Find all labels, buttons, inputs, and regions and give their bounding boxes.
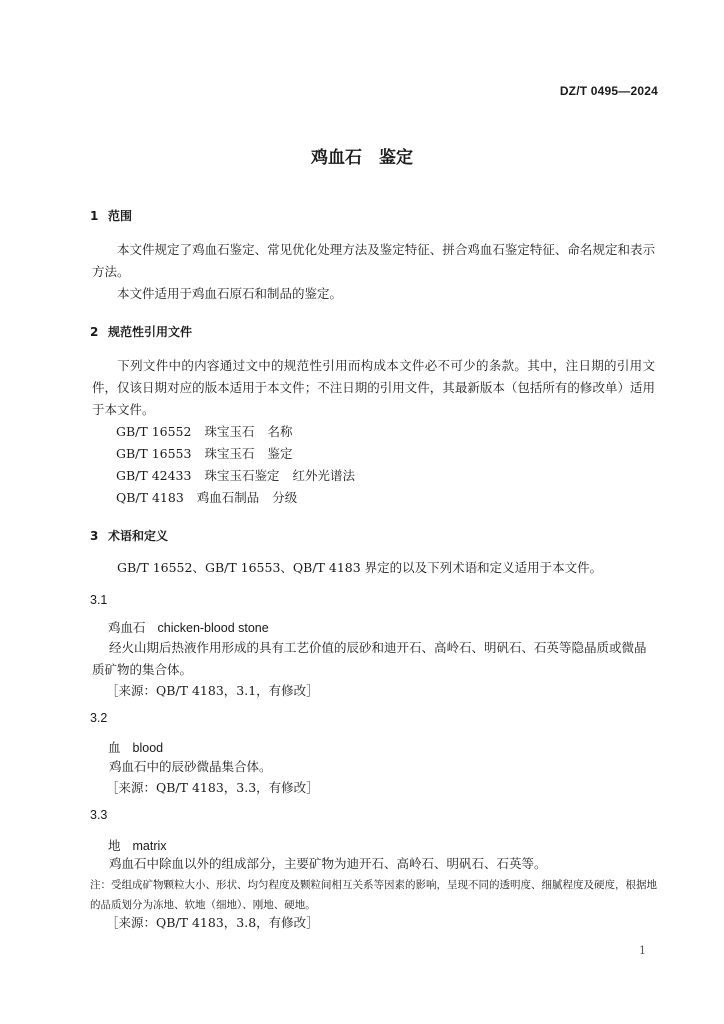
reference-item: GB/T 42433 珠宝玉石鉴定 红外光谱法 [116, 468, 355, 483]
term-source: ［来源：QB/T 4183，3.8，有修改］ [106, 915, 319, 930]
section-1-paragraph-2: 本文件适用于鸡血石原石和制品的鉴定。 [117, 286, 343, 301]
section-3-heading [90, 527, 168, 544]
reference-item: GB/T 16553 珠宝玉石 鉴定 [116, 446, 293, 461]
section-title: 术语和定义 [108, 529, 169, 543]
term-number: 3.3 [90, 808, 108, 822]
section-1-paragraph-1: 本文件规定了鸡血石鉴定、常见优化处理方法及鉴定特征、拼合鸡血石鉴定特征、命名规定和表示方法。 [92, 242, 655, 279]
term-en: chicken-blood stone [157, 621, 269, 635]
term-note: 注：受组成矿物颗粒大小、形状、均匀程度及颗粒间相互关系等因素的影响，呈现不同的透明度、细腻程度及硬度，根据地的品质划分为冻地、软地（细地）、刚地、硬地。 [90, 879, 657, 911]
term-definition: 经火山期后热液作用形成的具有工艺价值的辰砂和迪开石、高岭石、明矾石、石英等隐晶质或微晶质矿物的集合体。 [92, 640, 647, 677]
term-definition: 鸡血石中除血以外的组成部分，主要矿物为迪开石、高岭石、明矾石、石英等。 [109, 856, 547, 871]
term-zh: 鸡血石 [108, 620, 146, 635]
term-zh: 血 [108, 740, 121, 755]
term-heading [108, 618, 269, 636]
term-heading [108, 738, 163, 756]
term-zh: 地 [108, 838, 121, 853]
term-heading [108, 836, 167, 854]
term-en: matrix [132, 839, 167, 853]
term-definition: 鸡血石中的辰砂微晶集合体。 [109, 759, 272, 774]
reference-item: QB/T 4183 鸡血石制品 分级 [116, 490, 298, 505]
section-2-paragraph-1: 下列文件中的内容通过文中的规范性引用而构成本文件必不可少的条款。其中，注日期的引用文件，仅该日期对应的版本适用于本文件；不注日期的引用文件，其最新版本（包括所有的修改单）适用于本文件。 [92, 358, 655, 417]
section-title: 规范性引用文件 [108, 325, 193, 339]
term-number: 3.2 [90, 711, 108, 725]
term-number: 3.1 [90, 593, 108, 607]
section-number: 1 [90, 209, 99, 223]
reference-item: GB/T 16552 珠宝玉石 名称 [116, 424, 293, 439]
page-number: 1 [639, 944, 646, 957]
term-source: ［来源：QB/T 4183，3.3，有修改］ [106, 780, 319, 795]
section-title: 范围 [108, 209, 133, 223]
term-source: ［来源：QB/T 4183，3.1，有修改］ [106, 683, 319, 698]
section-number: 2 [90, 325, 99, 339]
section-1-heading [90, 207, 132, 224]
document-code: DZ/T 0495—2024 [559, 84, 658, 98]
section-2-heading [90, 323, 192, 340]
term-en: blood [132, 741, 164, 755]
document-title: 鸡血石 鉴定 [311, 148, 413, 168]
section-number: 3 [90, 529, 99, 543]
section-3-paragraph-1: GB/T 16552、GB/T 16553、QB/T 4183 界定的以及下列术语和定义适用于本文件。 [117, 560, 603, 575]
